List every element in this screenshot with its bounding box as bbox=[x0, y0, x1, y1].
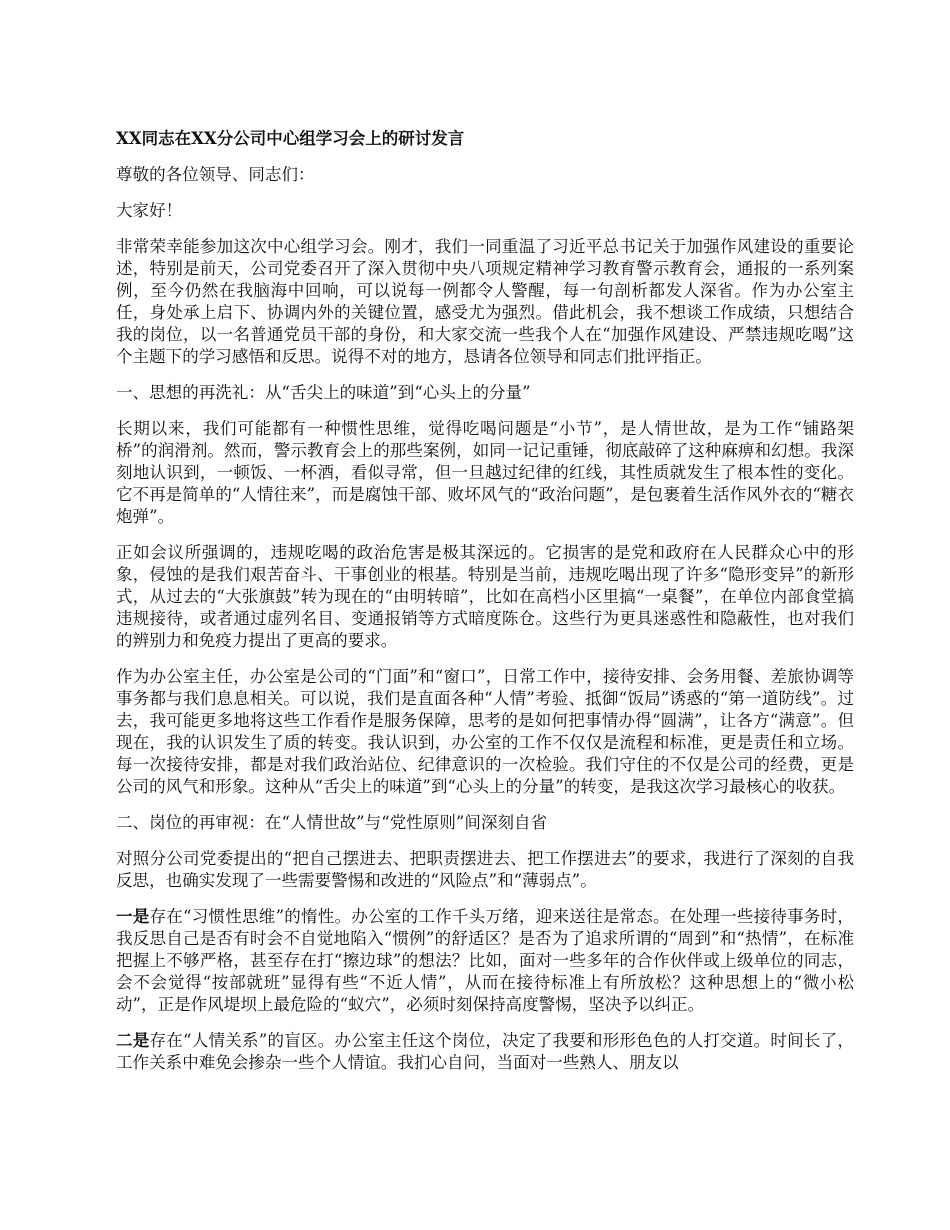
section-1-paragraph-3: 作为办公室主任，办公室是公司的“门面”和“窗口”，日常工作中，接待安排、会务用餐、差旅协调等事务都与我们息息相关。可以说，我们是直面各种“人情”考验、抵御“饭局”诱惑的“第一道防线”。过去，我可能更多地将这些工作看作是服务保障，思考的是如何把事情办得“圆满”，让各方“满意”。但现在，我的认识发生了质的转变。我认识到，办公室的工作不仅仅是流程和标准，更是责任和立场。每一次接待安排，都是对我们政治站位、纪律意识的一次检验。我们守住的不仅是公司的经费，更是公司的风气和形象。这种从“舌尖上的味道”到“心头上的分量”的转变，是我这次学习最核心的收获。 bbox=[116, 667, 854, 796]
section-1-paragraph-2: 正如会议所强调的，违规吃喝的政治危害是极其深远的。它损害的是党和政府在人民群众心中的形象，侵蚀的是我们艰苦奋斗、干事创业的根基。特别是当前，违规吃喝出现了许多“隐形变异”的新形式，从过去的“大张旗鼓”转为现在的“由明转暗”，比如在高档小区里搞“一桌餐”，在单位内部食堂搞违规接待，或者通过虚列名目、变通报销等方式暗度陈仓。这些行为更具迷惑性和隐蔽性，也对我们的辨别力和免疫力提出了更高的要求。 bbox=[116, 543, 854, 650]
section-1-heading: 一、思想的再洗礼：从“舌尖上的味道”到“心头上的分量” bbox=[116, 383, 531, 402]
point-1-lead: 一是 bbox=[116, 907, 150, 926]
section-2-heading: 二、岗位的再审视：在“人情世故”与“党性原则”间深刻自省 bbox=[116, 813, 548, 832]
point-2-text: 存在“人情关系”的盲区。办公室主任这个岗位，决定了我要和形形色色的人打交道。时间长了，工作关系中难免会掺杂一些个人情谊。我扪心自问，当面对一些熟人、朋友以 bbox=[116, 1031, 854, 1072]
point-2-lead: 二是 bbox=[116, 1031, 150, 1050]
salutation: 尊敬的各位领导、同志们： bbox=[116, 165, 315, 184]
section-1-paragraph-1: 长期以来，我们可能都有一种惯性思维，觉得吃喝问题是“小节”，是人情世故，是为工作“铺路架桥”的润滑剂。然而，警示教育会上的那些案例，如同一记记重锤，彻底敲碎了这种麻痹和幻想。我深刻地认识到，一顿饭、一杯酒，看似寻常，但一旦越过纪律的红线，其性质就发生了根本性的变化。它不再是简单的“人情往来”，而是腐蚀干部、败坏风气的“政治问题”，是包裹着生活作风外衣的“糖衣炮弹”。 bbox=[116, 419, 854, 526]
point-2-paragraph bbox=[116, 1030, 854, 1074]
greeting: 大家好！ bbox=[116, 201, 183, 220]
section-2-paragraph-1: 对照分公司党委提出的“把自己摆进去、把职责摆进去、把工作摆进去”的要求，我进行了深刻的自我反思，也确实发现了一些需要警惕和改进的“风险点”和“薄弱点”。 bbox=[116, 849, 854, 890]
intro-paragraph: 非常荣幸能参加这次中心组学习会。刚才，我们一同重温了习近平总书记关于加强作风建设的重要论述，特别是前天，公司党委召开了深入贯彻中央八项规定精神学习教育警示教育会，通报的一系列案例，至今仍然在我脑海中回响，可以说每一例都令人警醒，每一句剖析都发人深省。作为办公室主任，身处承上启下、协调内外的关键位置，感受尤为强烈。借此机会，我不想谈工作成绩，只想结合我的岗位，以一名普通党员干部的身份，和大家交流一些我个人在“加强作风建设、严禁违规吃喝”这个主题下的学习感悟和反思。说得不对的地方，恳请各位领导和同志们批评指正。 bbox=[116, 237, 854, 366]
document-title: XX同志在XX分公司中心组学习会上的研讨发言 bbox=[116, 129, 465, 148]
point-1-paragraph bbox=[116, 906, 854, 1016]
point-1-text: 存在“习惯性思维”的惰性。办公室的工作千头万绪，迎来送往是常态。在处理一些接待事务时，我反思自己是否有时会不自觉地陷入“惯例”的舒适区？是否为了追求所谓的“周到”和“热情”，在标准把握上不够严格，甚至存在打“擦边球”的想法？比如，面对一些多年的合作伙伴或上级单位的同志，会不会觉得“按部就班”显得有些“不近人情”，从而在接待标准上有所放松？这种思想上的“微小松动”，正是作风堤坝上最危险的“蚁穴”，必须时刻保持高度警惕，坚决予以纠正。 bbox=[116, 907, 854, 1014]
document-page bbox=[116, 128, 854, 1088]
